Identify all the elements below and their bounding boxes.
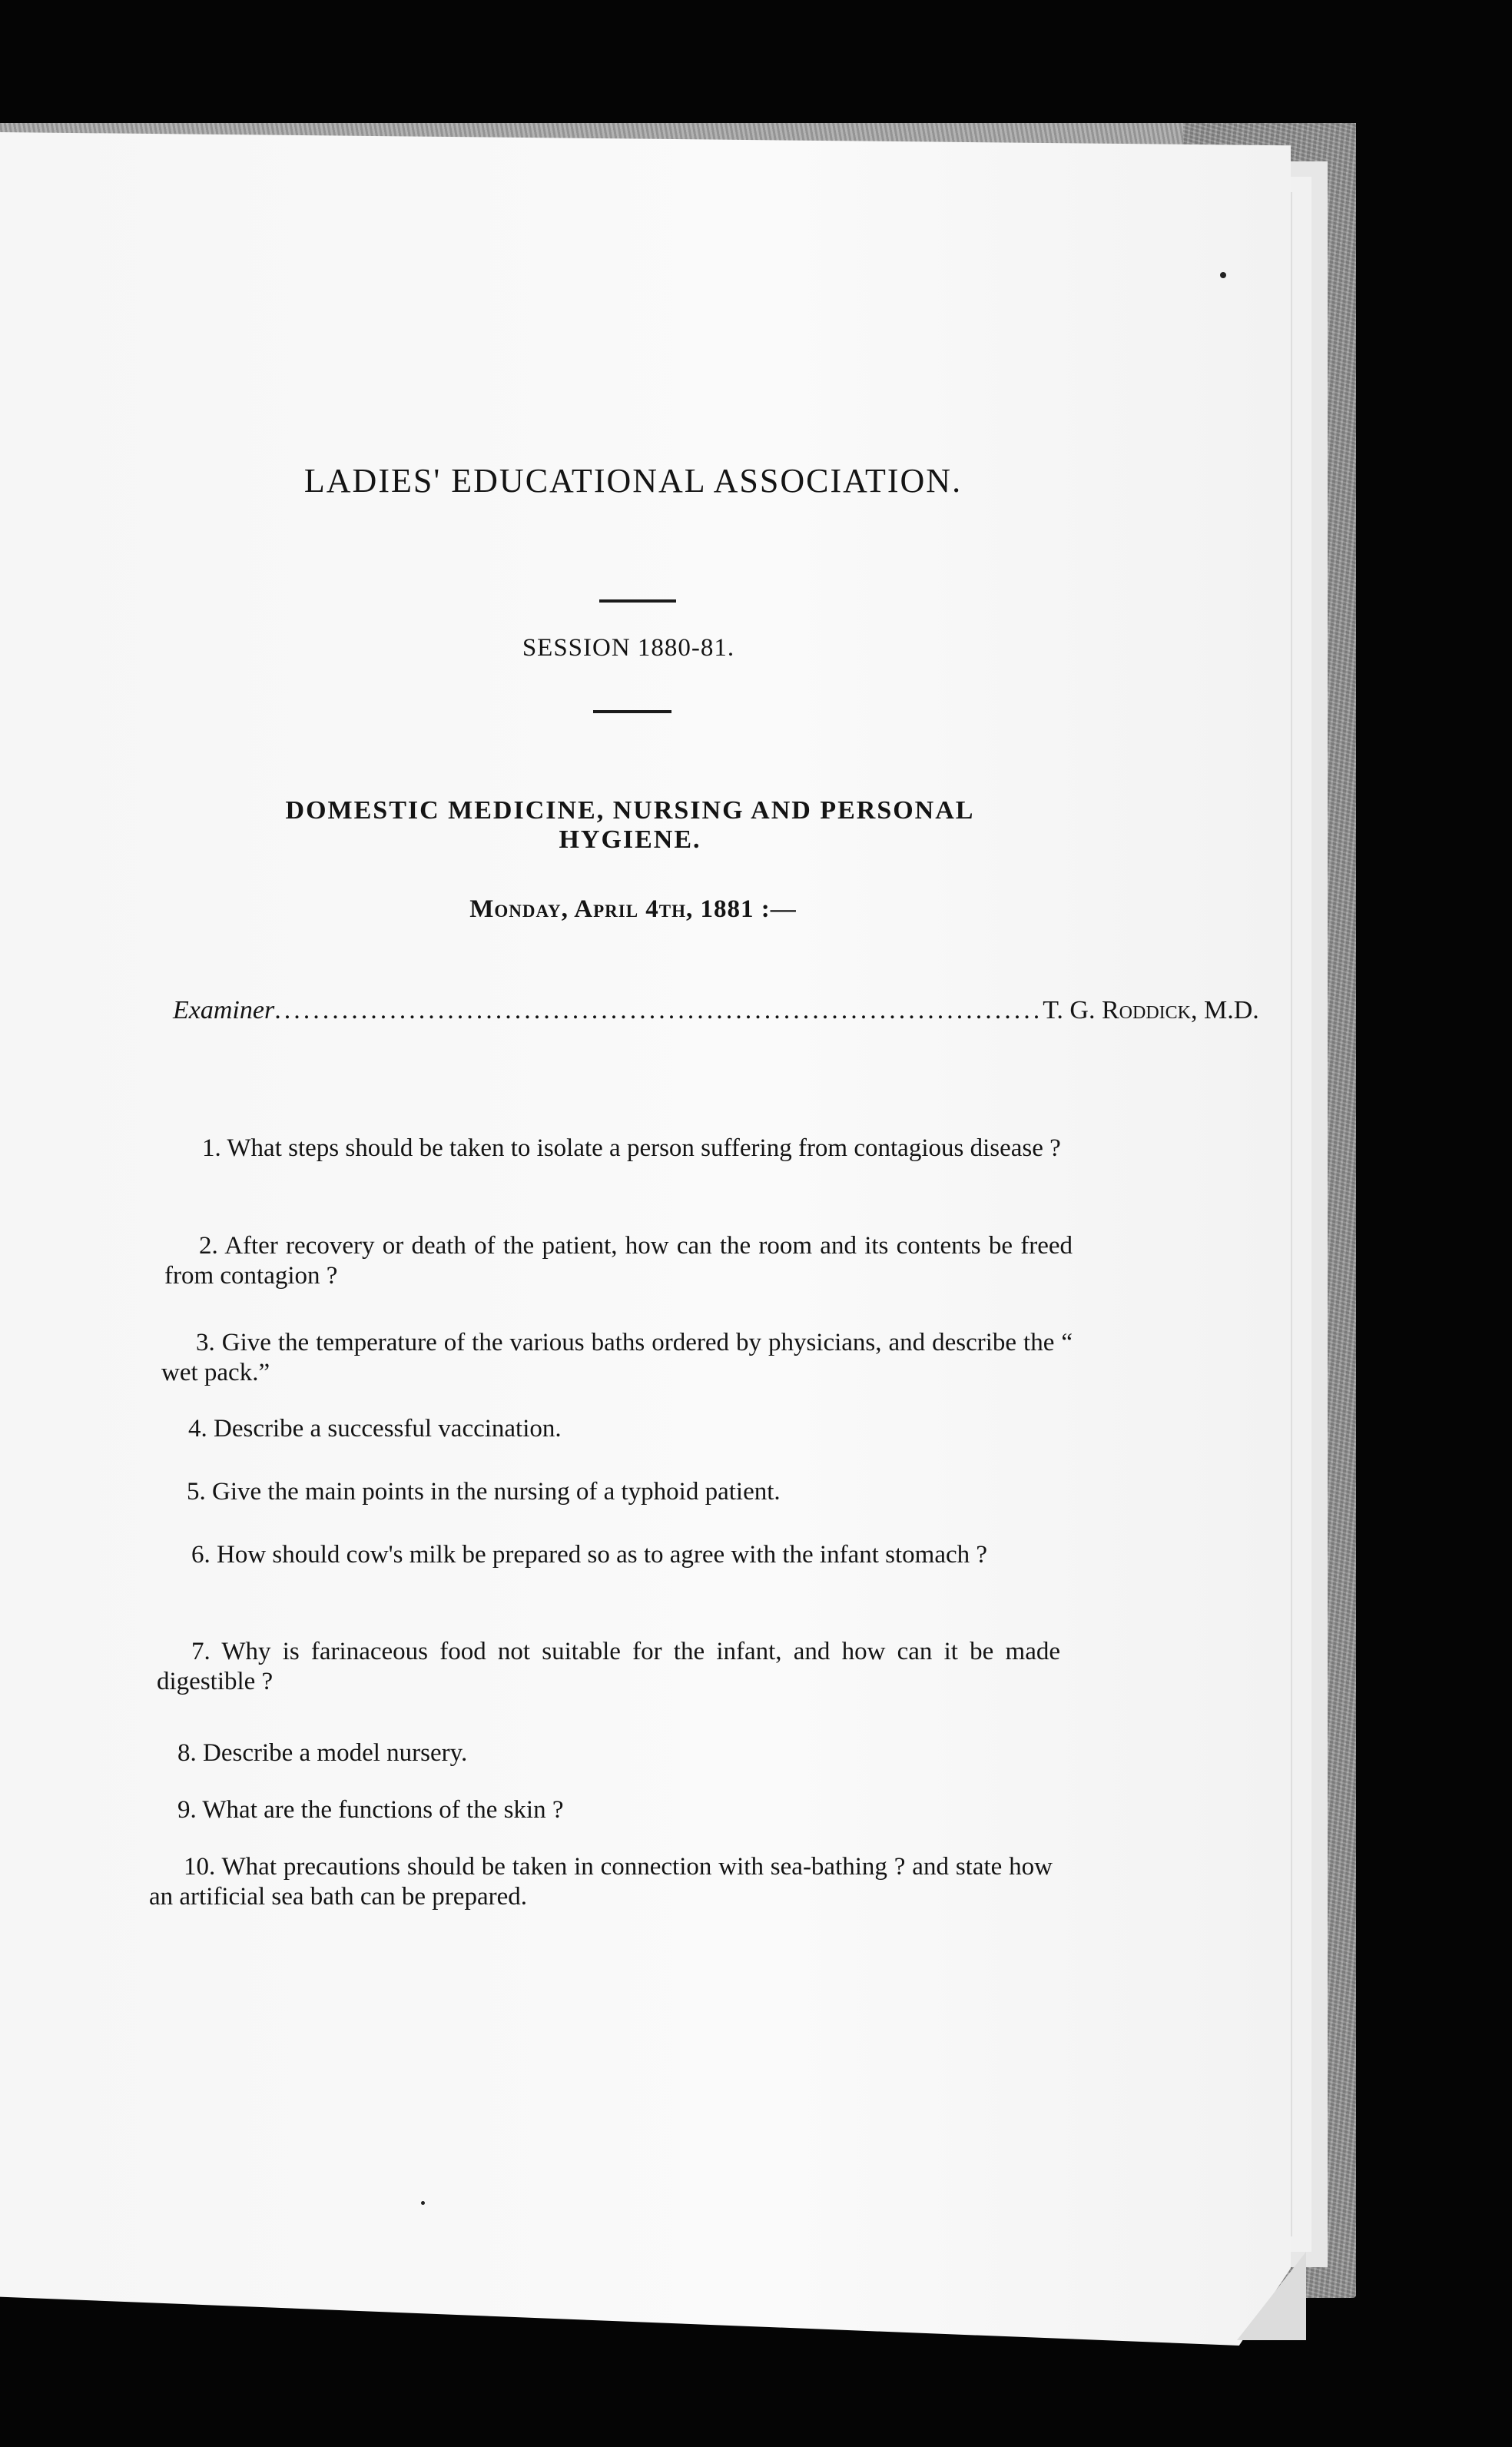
question-text: Why is farinaceous food not suitable for the infant, and how can it be made digestible ?	[157, 1638, 1060, 1695]
question-item	[161, 1328, 1073, 1388]
question-item	[149, 1852, 1053, 1912]
question-text: What are the functions of the skin ?	[202, 1796, 564, 1824]
question-item	[157, 1540, 1063, 1570]
question-item	[143, 1738, 1049, 1768]
question-item	[154, 1414, 1060, 1444]
session-line: SESSION 1880-81.	[522, 634, 735, 662]
question-text: Describe a successful vaccination.	[214, 1415, 562, 1443]
question-number: 2.	[199, 1232, 218, 1260]
question-number: 1.	[202, 1134, 221, 1162]
exam-subject: DOMESTIC MEDICINE, NURSING AND PERSONAL HYGIENE.	[285, 796, 975, 854]
question-number: 10.	[184, 1853, 216, 1881]
examiner-name: T. G. Roddick, M.D.	[1043, 996, 1259, 1024]
question-item	[152, 1477, 1059, 1507]
question-text: What steps should be taken to isolate a person suffering from contagious disease ?	[227, 1134, 1061, 1162]
question-text: What precautions should be taken in connection with sea-bathing ? and state how an artificial sea bath can be prepared.	[149, 1853, 1053, 1911]
question-text: Give the temperature of the various baths ordered by physicians, and describe the “ wet pack.”	[161, 1329, 1073, 1386]
examiner-label: Examiner	[173, 996, 275, 1024]
exam-date: Monday, April 4th, 1881 :—	[469, 895, 797, 923]
question-item	[164, 1231, 1073, 1291]
question-item	[143, 1795, 1049, 1825]
question-item	[157, 1637, 1060, 1697]
question-number: 3.	[196, 1329, 215, 1356]
question-number: 9.	[177, 1796, 197, 1824]
question-text: Give the main points in the nursing of a typhoid patient.	[212, 1478, 781, 1506]
question-number: 7.	[191, 1638, 211, 1665]
question-number: 4.	[188, 1415, 207, 1443]
question-text: Describe a model nursery.	[203, 1739, 468, 1767]
question-text: How should cow's milk be prepared so as to agree with the infant stomach ?	[217, 1541, 988, 1569]
question-number: 6.	[191, 1541, 211, 1569]
divider-rule	[599, 599, 676, 603]
ink-speck	[1220, 272, 1226, 278]
examiner-line	[173, 996, 1259, 1025]
divider-rule	[593, 710, 671, 713]
question-number: 8.	[177, 1739, 197, 1767]
question-number: 5.	[187, 1478, 206, 1506]
question-item	[167, 1134, 1074, 1164]
question-text: After recovery or death of the patient, how can the room and its contents be freed from contagion ?	[164, 1232, 1073, 1290]
ink-speck	[421, 2201, 425, 2205]
leader-dots: ................................................................................	[274, 996, 1043, 1024]
document-heading: LADIES' EDUCATIONAL ASSOCIATION.	[303, 462, 963, 500]
